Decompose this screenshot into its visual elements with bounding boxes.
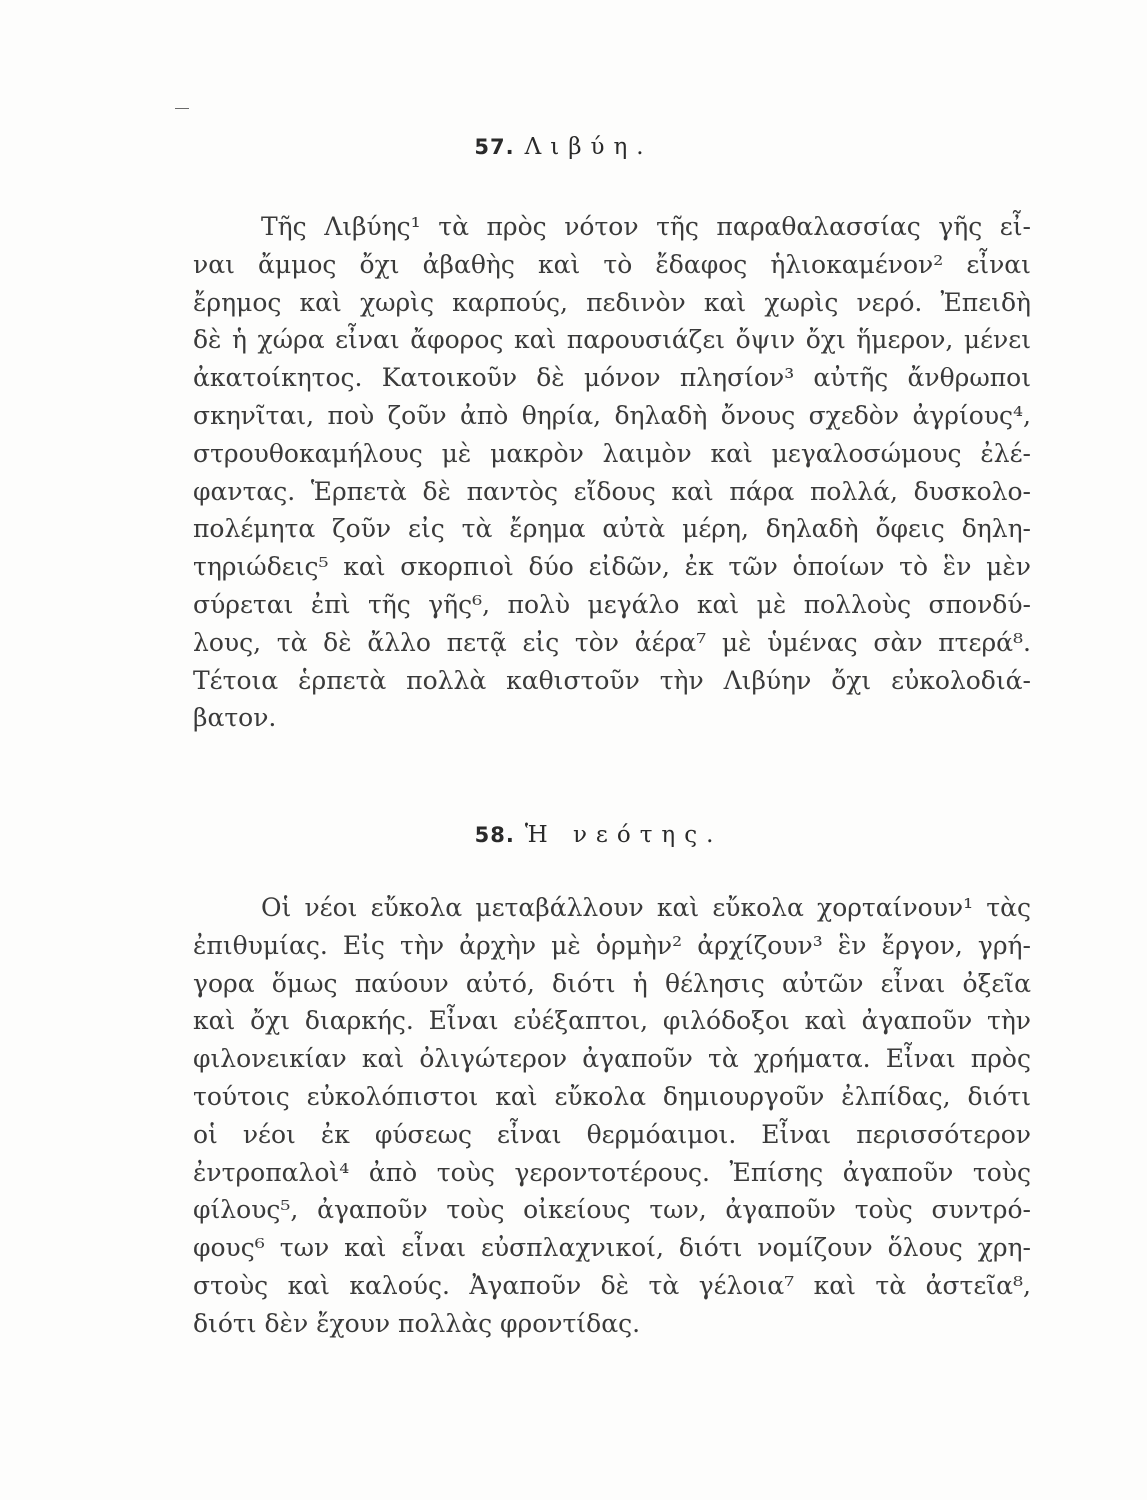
- text-line: τηριώδεις⁵ καὶ σκορπιοὶ δύο εἰδῶν, ἐκ τῶν ὁποίων τὸ ἓν μὲν: [193, 552, 1031, 582]
- text-line: διότι δὲν ἔχουν πολλὰς φροντίδας.: [193, 1308, 641, 1338]
- text-line: φιλονεικίαν καὶ ὀλιγώτερον ἀγαποῦν τὰ χρήματα. Εἶναι πρὸς: [193, 1044, 1031, 1074]
- text-line: στρουθοκαμήλους μὲ μακρὸν λαιμὸν καὶ μεγαλοσώμους ἐλέ-: [193, 438, 1031, 468]
- section-number: 58.: [474, 823, 515, 847]
- text-line: Οἱ νέοι εὔκολα μεταβάλλουν καὶ εὔκολα χορταίνουν¹ τὰς: [261, 893, 1031, 922]
- text-line: πολέμητα ζοῦν εἰς τὰ ἔρημα αὐτὰ μέρη, δηλαδὴ ὄφεις δηλη-: [193, 514, 1031, 544]
- text-line: ναι ἄμμος ὄχι ἀβαθὴς καὶ τὸ ἔδαφος ἡλιοκαμένον² εἶναι: [193, 249, 1031, 279]
- text-line: Τέτοια ἑρπετὰ πολλὰ καθιστοῦν τὴν Λιβύην ὄχι εὐκολοδιά-: [193, 665, 1031, 695]
- text-line: λους, τὰ δὲ ἄλλο πετᾷ εἰς τὸν ἀέρα⁷ μὲ ὑμένας σὰν πτερά⁸.: [193, 627, 1031, 657]
- text-line: οἱ νέοι ἐκ φύσεως εἶναι θερμόαιμοι. Εἶναι περισσότερον: [193, 1119, 1031, 1149]
- text-line: ἐντροπαλοὶ⁴ ἀπὸ τοὺς γεροντοτέρους. Ἐπίσης ἀγαποῦν τοὺς: [193, 1157, 1031, 1187]
- text-line: φους⁶ των καὶ εἶναι εὐσπλαχνικοί, διότι νομίζουν ὅλους χρη-: [193, 1233, 1031, 1263]
- text-line: σύρεται ἐπὶ τῆς γῆς⁶, πολὺ μεγάλο καὶ μὲ πολλοὺς σπονδύ-: [193, 590, 1031, 619]
- text-line: γορα ὅμως παύουν αὐτό, διότι ἡ θέλησις αὐτῶν εἶναι ὀξεῖα: [193, 968, 1031, 998]
- margin-mark: [175, 108, 189, 109]
- text-line: φαντας. Ἑρπετὰ δὲ παντὸς εἴδους καὶ πάρα πολλά, δυσκολο-: [193, 476, 1031, 506]
- text-line: στοὺς καὶ καλούς. Ἀγαποῦν δὲ τὰ γέλοια⁷ καὶ τὰ ἀστεῖα⁸,: [193, 1271, 1031, 1300]
- text-line: καὶ ὄχι διαρκής. Εἶναι εὐέξαπτοι, φιλόδοξοι καὶ ἀγαποῦν τὴν: [193, 1006, 1031, 1036]
- text-line: ἀκατοίκητος. Κατοικοῦν δὲ μόνον πλησίον³ αὐτῆς ἄνθρωποι: [193, 363, 1031, 393]
- section-heading-58: [25, 822, 1147, 848]
- section-heading-57: [0, 134, 1137, 160]
- section-title: Λιβύη.: [524, 134, 653, 160]
- section-number: 57.: [474, 135, 515, 159]
- section-title: Ἡ νεότης.: [524, 822, 723, 848]
- text-line: τούτοις εὐκολόπιστοι καὶ εὔκολα δημιουργοῦν ἐλπίδας, διότι: [193, 1082, 1031, 1111]
- text-line: ἐπιθυμίας. Εἰς τὴν ἀρχὴν μὲ ὁρμὴν² ἀρχίζουν³ ἓν ἔργον, γρή-: [193, 930, 1031, 960]
- text-line: δὲ ἡ χώρα εἶναι ἄφορος καὶ παρουσιάζει ὄψιν ὄχι ἥμερον, μένει: [193, 325, 1031, 355]
- text-line: Τῆς Λιβύης¹ τὰ πρὸς νότον τῆς παραθαλασσίας γῆς εἶ-: [261, 212, 1031, 241]
- text-line: σκηνῖται, ποὺ ζοῦν ἀπὸ θηρία, δηλαδὴ ὄνους σχεδὸν ἀγρίους⁴,: [193, 401, 1031, 430]
- text-line: βατον.: [193, 703, 277, 733]
- text-line: ἔρημος καὶ χωρὶς καρπούς, πεδινὸν καὶ χωρὶς νερό. Ἐπειδὴ: [193, 287, 1031, 317]
- text-line: φίλους⁵, ἀγαποῦν τοὺς οἰκείους των, ἀγαποῦν τοὺς συντρό-: [193, 1195, 1031, 1225]
